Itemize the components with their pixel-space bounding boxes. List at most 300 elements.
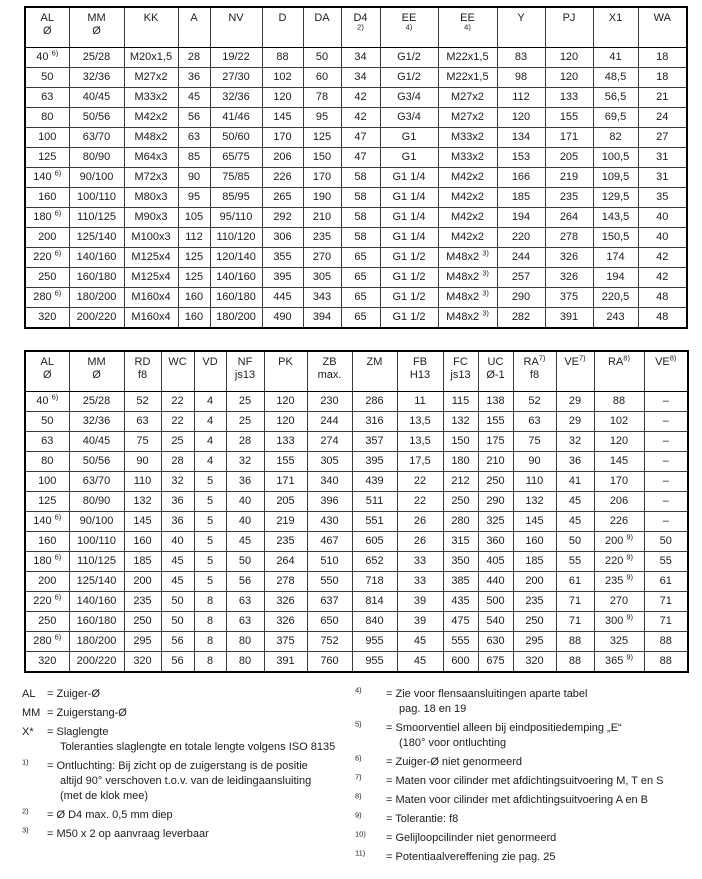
table-cell: – bbox=[644, 452, 688, 472]
footnote bbox=[355, 687, 695, 717]
table-cell: 25 bbox=[226, 392, 264, 412]
footnotes-right-column bbox=[355, 687, 695, 869]
table-cell: 200/220 bbox=[69, 308, 124, 329]
table-cell: 56 bbox=[226, 572, 264, 592]
footnote-marker: 1) bbox=[22, 757, 29, 767]
table-cell: 18 bbox=[638, 68, 687, 88]
table-row bbox=[25, 108, 687, 128]
footnotes-legend bbox=[0, 687, 702, 869]
column-header: ZM bbox=[352, 351, 397, 392]
table-cell: 98 bbox=[497, 68, 545, 88]
table-cell: 63 bbox=[25, 432, 69, 452]
footnote-text: = Zuigerstang-Ø bbox=[47, 707, 127, 719]
footnote-text: = Zuiger-Ø bbox=[47, 688, 100, 700]
table-cell: 143,5 bbox=[593, 208, 638, 228]
column-header: EE $^{4)}$ bbox=[380, 7, 438, 48]
column-header: VE$^{7)}$ bbox=[556, 351, 594, 392]
table-cell: 129,5 bbox=[593, 188, 638, 208]
header-row bbox=[25, 7, 687, 48]
table-cell: 52 bbox=[513, 392, 556, 412]
table-cell: 170 bbox=[262, 128, 303, 148]
table-cell: 180 $^{6)}$ bbox=[25, 552, 69, 572]
footnote bbox=[355, 793, 695, 808]
table-cell: 160/180 bbox=[69, 268, 124, 288]
table-cell: 36 bbox=[161, 512, 194, 532]
table-cell: 110/125 bbox=[69, 552, 124, 572]
table-cell: M33x2 bbox=[124, 88, 178, 108]
table-cell: 50 bbox=[161, 612, 194, 632]
footnote-text: = Ø D4 max. 0,5 mm diep bbox=[47, 809, 173, 821]
table-cell: 25/28 bbox=[69, 48, 124, 68]
table-cell: 286 bbox=[352, 392, 397, 412]
table-cell: 316 bbox=[352, 412, 397, 432]
table-cell: 21 bbox=[638, 88, 687, 108]
table-row bbox=[25, 88, 687, 108]
table-cell: 60 bbox=[303, 68, 341, 88]
table-cell: 174 bbox=[593, 248, 638, 268]
table-cell: 50/60 bbox=[210, 128, 262, 148]
table-cell: 90 bbox=[124, 452, 161, 472]
table-cell: 132 bbox=[513, 492, 556, 512]
table-cell: 50 bbox=[644, 532, 688, 552]
table-cell: 47 bbox=[341, 128, 380, 148]
table-cell: 194 bbox=[593, 268, 638, 288]
table-cell: – bbox=[644, 472, 688, 492]
table-cell: 150,5 bbox=[593, 228, 638, 248]
table-cell: 110/125 bbox=[69, 208, 124, 228]
table-cell: 50 bbox=[556, 532, 594, 552]
table-cell: 171 bbox=[545, 128, 593, 148]
table-cell: 55 bbox=[644, 552, 688, 572]
table-cell: 120 bbox=[264, 412, 307, 432]
table-cell: 145 bbox=[124, 512, 161, 532]
table-cell: – bbox=[644, 392, 688, 412]
table-cell: G1/2 bbox=[380, 68, 438, 88]
table-cell: 290 bbox=[478, 492, 513, 512]
footnote bbox=[355, 850, 695, 865]
table-cell: M27x2 bbox=[438, 108, 497, 128]
table-cell: 78 bbox=[303, 88, 341, 108]
table-cell: 32/36 bbox=[69, 412, 124, 432]
table-cell: 955 bbox=[352, 632, 397, 652]
table-cell: 675 bbox=[478, 652, 513, 673]
table-cell: 42 bbox=[638, 268, 687, 288]
table-cell: 155 bbox=[478, 412, 513, 432]
table-cell: 155 bbox=[545, 108, 593, 128]
table-cell: 100/110 bbox=[69, 188, 124, 208]
table-row bbox=[25, 148, 687, 168]
footnote bbox=[22, 759, 355, 804]
table-cell: 760 bbox=[307, 652, 352, 673]
table-cell: M42x2 bbox=[438, 208, 497, 228]
table-cell: 80 bbox=[226, 652, 264, 673]
table-cell: 160/180 bbox=[69, 612, 124, 632]
table-cell: 110 bbox=[513, 472, 556, 492]
table-cell: 75 bbox=[124, 432, 161, 452]
table-cell: 206 bbox=[262, 148, 303, 168]
column-header: WC bbox=[161, 351, 194, 392]
table-cell: 350 bbox=[443, 552, 478, 572]
table-cell: 140 $^{6)}$ bbox=[25, 512, 69, 532]
table-cell: 63/70 bbox=[69, 128, 124, 148]
table-cell: 40 $^{6)}$ bbox=[25, 48, 69, 68]
table-cell: 26 bbox=[397, 532, 443, 552]
table-cell: 41/46 bbox=[210, 108, 262, 128]
column-header: RA$^{7)}$ f8 bbox=[513, 351, 556, 392]
table-cell: 69,5 bbox=[593, 108, 638, 128]
table-cell: 63 bbox=[178, 128, 210, 148]
table-cell: 11 bbox=[397, 392, 443, 412]
table-cell: 125 bbox=[178, 248, 210, 268]
table-cell: 36 bbox=[226, 472, 264, 492]
table-cell: 264 bbox=[264, 552, 307, 572]
table-cell: 200 bbox=[124, 572, 161, 592]
table-cell: 200 bbox=[25, 228, 69, 248]
footnote-marker: 7) bbox=[355, 772, 362, 782]
column-header: AL Ø bbox=[25, 7, 69, 48]
table-cell: 88 bbox=[644, 632, 688, 652]
table-cell: 109,5 bbox=[593, 168, 638, 188]
table-cell: 28 bbox=[161, 452, 194, 472]
table-cell: 5 bbox=[194, 552, 226, 572]
table-cell: 160 bbox=[25, 532, 69, 552]
footnote-text: = Maten voor cilinder met afdichtingsuitvoering A en B bbox=[386, 794, 649, 806]
footnote bbox=[22, 808, 355, 823]
table-cell: M27x2 bbox=[438, 88, 497, 108]
table-cell: M42x2 bbox=[438, 188, 497, 208]
table-cell: 200 bbox=[25, 572, 69, 592]
table-cell: 120 bbox=[594, 432, 644, 452]
column-header: EE $^{4)}$ bbox=[438, 7, 497, 48]
table-cell: 357 bbox=[352, 432, 397, 452]
table-row bbox=[25, 572, 688, 592]
table-cell: 33 bbox=[397, 552, 443, 572]
table-cell: 50 bbox=[226, 552, 264, 572]
table-cell: 50/56 bbox=[69, 452, 124, 472]
table-cell: 27/30 bbox=[210, 68, 262, 88]
table-cell: 551 bbox=[352, 512, 397, 532]
table-cell: 32 bbox=[556, 432, 594, 452]
table-cell: 58 bbox=[341, 208, 380, 228]
table-cell: 24 bbox=[638, 108, 687, 128]
table-cell: 120 bbox=[262, 88, 303, 108]
table-cell: 40 bbox=[638, 228, 687, 248]
table-cell: 63 bbox=[124, 412, 161, 432]
footnote-marker: 8) bbox=[355, 791, 362, 801]
table-cell: 194 bbox=[497, 208, 545, 228]
table-cell: 185 bbox=[513, 552, 556, 572]
table-cell: 42 bbox=[341, 88, 380, 108]
column-header: D4 $^{2)}$ bbox=[341, 7, 380, 48]
table-cell: 340 bbox=[307, 472, 352, 492]
table-cell: 315 bbox=[443, 532, 478, 552]
table-cell: 19/22 bbox=[210, 48, 262, 68]
table-cell: 28 bbox=[226, 432, 264, 452]
table-cell: G1 1/4 bbox=[380, 228, 438, 248]
table-cell: 160 bbox=[124, 532, 161, 552]
table-cell: 34 bbox=[341, 48, 380, 68]
table-cell: 200 $^{9)}$ bbox=[594, 532, 644, 552]
table-cell: G1 1/2 bbox=[380, 308, 438, 329]
table-cell: M48x2 $^{3)}$ bbox=[438, 248, 497, 268]
table-row bbox=[25, 552, 688, 572]
table-cell: 110 bbox=[124, 472, 161, 492]
table-cell: M72x3 bbox=[124, 168, 178, 188]
table-cell: 63/70 bbox=[69, 472, 124, 492]
table-cell: 220 bbox=[497, 228, 545, 248]
column-header: X1 bbox=[593, 7, 638, 48]
table-cell: G1 bbox=[380, 148, 438, 168]
footnote-text: = Tolerantie: f8 bbox=[386, 813, 459, 825]
table-cell: 22 bbox=[397, 492, 443, 512]
footnote-marker: 6) bbox=[355, 753, 362, 763]
table-cell: 278 bbox=[545, 228, 593, 248]
table-cell: 42 bbox=[638, 248, 687, 268]
table-cell: 145 bbox=[594, 452, 644, 472]
table-cell: 752 bbox=[307, 632, 352, 652]
table-cell: 8 bbox=[194, 592, 226, 612]
table-cell: 8 bbox=[194, 612, 226, 632]
table-row bbox=[25, 48, 687, 68]
table-cell: 210 bbox=[303, 208, 341, 228]
table-row bbox=[25, 652, 688, 673]
table-cell: 125 bbox=[25, 148, 69, 168]
table-cell: 65 bbox=[341, 268, 380, 288]
column-header: VE$^{8)}$ bbox=[644, 351, 688, 392]
table-cell: 439 bbox=[352, 472, 397, 492]
table-cell: G3/4 bbox=[380, 88, 438, 108]
table-row bbox=[25, 228, 687, 248]
table-cell: M160x4 bbox=[124, 288, 178, 308]
column-header: PJ bbox=[545, 7, 593, 48]
table-cell: 170 bbox=[303, 168, 341, 188]
footnote-text: = Slaglengte Toleranties slaglengte en totale lengte volgens ISO 8135 bbox=[47, 726, 336, 753]
table-cell: 63 bbox=[25, 88, 69, 108]
table-cell: 40 bbox=[638, 208, 687, 228]
table-cell: 160 bbox=[178, 288, 210, 308]
footnote-marker: 2) bbox=[22, 806, 29, 816]
table-cell: 61 bbox=[556, 572, 594, 592]
table-row bbox=[25, 248, 687, 268]
table-cell: 510 bbox=[307, 552, 352, 572]
column-header: ZB max. bbox=[307, 351, 352, 392]
table-cell: 375 bbox=[545, 288, 593, 308]
table-cell: 180 $^{6)}$ bbox=[25, 208, 69, 228]
table-cell: 31 bbox=[638, 168, 687, 188]
table-cell: 210 bbox=[478, 452, 513, 472]
footnote-text: = Zie voor flensaansluitingen aparte tabel pag. 18 en 19 bbox=[386, 688, 588, 715]
table-cell: 325 bbox=[478, 512, 513, 532]
table-cell: 170 bbox=[594, 472, 644, 492]
table-cell: 955 bbox=[352, 652, 397, 673]
table-cell: 391 bbox=[264, 652, 307, 673]
table-cell: 133 bbox=[545, 88, 593, 108]
table-cell: 88 bbox=[644, 652, 688, 673]
table-cell: 32/36 bbox=[69, 68, 124, 88]
table-cell: 155 bbox=[264, 452, 307, 472]
table-cell: 40 bbox=[161, 532, 194, 552]
table-cell: 88 bbox=[594, 392, 644, 412]
table-cell: G1 1/4 bbox=[380, 208, 438, 228]
table-cell: 52 bbox=[124, 392, 161, 412]
table-row bbox=[25, 168, 687, 188]
footnote-marker: 3) bbox=[22, 825, 29, 835]
table-cell: 71 bbox=[644, 592, 688, 612]
table-cell: 45 bbox=[397, 652, 443, 673]
column-header: RA$^{8)}$ bbox=[594, 351, 644, 392]
footnote-text: = Gelijloopcilinder niet genormeerd bbox=[386, 832, 557, 844]
table-cell: 90/100 bbox=[69, 512, 124, 532]
table-cell: – bbox=[644, 432, 688, 452]
table-cell: 280 $^{6)}$ bbox=[25, 632, 69, 652]
footnote-text: = Potentiaalvereffening zie pag. 25 bbox=[386, 851, 556, 863]
table-cell: 5 bbox=[194, 512, 226, 532]
table-cell: 385 bbox=[443, 572, 478, 592]
table-cell: 120 bbox=[545, 68, 593, 88]
table-cell: 166 bbox=[497, 168, 545, 188]
table-cell: 56 bbox=[161, 632, 194, 652]
table-cell: 88 bbox=[262, 48, 303, 68]
footnote-text: = Smoorventiel alleen bij eindpositiedemping „E“ (180° voor ontluchting bbox=[386, 722, 622, 749]
table-cell: 440 bbox=[478, 572, 513, 592]
table-cell: 40 bbox=[226, 492, 264, 512]
table-cell: 718 bbox=[352, 572, 397, 592]
table-cell: 125 bbox=[178, 268, 210, 288]
footnote-marker: 10) bbox=[355, 829, 366, 839]
footnote bbox=[22, 725, 355, 755]
table-cell: 300 $^{9)}$ bbox=[594, 612, 644, 632]
table-cell: 264 bbox=[545, 208, 593, 228]
table-cell: 100/110 bbox=[69, 532, 124, 552]
table-cell: 326 bbox=[264, 612, 307, 632]
table-cell: 40/45 bbox=[69, 88, 124, 108]
table-cell: 50 bbox=[25, 68, 69, 88]
footnote-marker: MM bbox=[22, 707, 41, 719]
table-cell: 840 bbox=[352, 612, 397, 632]
table-cell: 270 bbox=[594, 592, 644, 612]
table-cell: 226 bbox=[262, 168, 303, 188]
table-cell: M64x3 bbox=[124, 148, 178, 168]
table-cell: 88 bbox=[556, 652, 594, 673]
table-cell: 112 bbox=[178, 228, 210, 248]
table-cell: 206 bbox=[594, 492, 644, 512]
table-cell: 125 bbox=[25, 492, 69, 512]
table-cell: 511 bbox=[352, 492, 397, 512]
table-cell: 40 bbox=[226, 512, 264, 532]
table-cell: 100 bbox=[25, 128, 69, 148]
table-cell: 343 bbox=[303, 288, 341, 308]
table-cell: G1 bbox=[380, 128, 438, 148]
table-cell: 326 bbox=[264, 592, 307, 612]
footnote-marker: 11) bbox=[355, 848, 366, 858]
table-cell: 95 bbox=[178, 188, 210, 208]
table-cell: 40/45 bbox=[69, 432, 124, 452]
column-header: DA bbox=[303, 7, 341, 48]
column-header: MM Ø bbox=[69, 7, 124, 48]
table-cell: 295 bbox=[124, 632, 161, 652]
table-cell: M20x1,5 bbox=[124, 48, 178, 68]
table-cell: 82 bbox=[593, 128, 638, 148]
table-cell: 75 bbox=[513, 432, 556, 452]
table-cell: 36 bbox=[556, 452, 594, 472]
table-cell: 22 bbox=[161, 412, 194, 432]
table-cell: 13,5 bbox=[397, 412, 443, 432]
table-cell: 90/100 bbox=[69, 168, 124, 188]
table-cell: 205 bbox=[545, 148, 593, 168]
table-cell: 71 bbox=[556, 612, 594, 632]
table-cell: 200/220 bbox=[69, 652, 124, 673]
table-cell: 244 bbox=[497, 248, 545, 268]
table-cell: 140/160 bbox=[69, 592, 124, 612]
table-cell: 5 bbox=[194, 492, 226, 512]
table-cell: 45 bbox=[397, 632, 443, 652]
table-cell: 320 bbox=[124, 652, 161, 673]
table-cell: 32 bbox=[226, 452, 264, 472]
table-cell: 326 bbox=[545, 268, 593, 288]
table-row bbox=[25, 432, 688, 452]
table-cell: 171 bbox=[264, 472, 307, 492]
table-cell: 235 bbox=[264, 532, 307, 552]
table-cell: 45 bbox=[161, 552, 194, 572]
table-cell: 320 bbox=[25, 308, 69, 329]
table-cell: 282 bbox=[497, 308, 545, 329]
footnote bbox=[22, 687, 355, 702]
table-cell: 45 bbox=[178, 88, 210, 108]
table-cell: 32/36 bbox=[210, 88, 262, 108]
table-cell: 360 bbox=[478, 532, 513, 552]
table-cell: 120/140 bbox=[210, 248, 262, 268]
table-cell: M48x2 $^{3)}$ bbox=[438, 288, 497, 308]
dimensions-table-2 bbox=[24, 350, 689, 673]
table-cell: 125/140 bbox=[69, 228, 124, 248]
table-cell: 185 bbox=[497, 188, 545, 208]
table-cell: 47 bbox=[341, 148, 380, 168]
table-cell: 295 bbox=[513, 632, 556, 652]
table-cell: 31 bbox=[638, 148, 687, 168]
table-cell: G1 1/4 bbox=[380, 188, 438, 208]
table-cell: 95/110 bbox=[210, 208, 262, 228]
footnote bbox=[22, 827, 355, 842]
table-cell: 325 bbox=[594, 632, 644, 652]
table-cell: 41 bbox=[593, 48, 638, 68]
table-cell: 45 bbox=[556, 492, 594, 512]
table-cell: 5 bbox=[194, 532, 226, 552]
table-cell: 102 bbox=[262, 68, 303, 88]
table-cell: 500 bbox=[478, 592, 513, 612]
table-cell: 270 bbox=[303, 248, 341, 268]
table-cell: 326 bbox=[545, 248, 593, 268]
table-cell: 257 bbox=[497, 268, 545, 288]
table-cell: 355 bbox=[262, 248, 303, 268]
table-cell: M125x4 bbox=[124, 268, 178, 288]
table-cell: 180 bbox=[443, 452, 478, 472]
table-cell: 250 bbox=[443, 492, 478, 512]
table-cell: M125x4 bbox=[124, 248, 178, 268]
table-cell: 244 bbox=[307, 412, 352, 432]
table-cell: 90 bbox=[178, 168, 210, 188]
table-cell: 243 bbox=[593, 308, 638, 329]
table-cell: 5 bbox=[194, 472, 226, 492]
table-cell: 39 bbox=[397, 592, 443, 612]
table-cell: 63 bbox=[226, 592, 264, 612]
column-header: FB H13 bbox=[397, 351, 443, 392]
table-cell: M22x1,5 bbox=[438, 68, 497, 88]
table-cell: 540 bbox=[478, 612, 513, 632]
column-header: MM Ø bbox=[69, 351, 124, 392]
table-cell: 250 bbox=[25, 268, 69, 288]
table-cell: 153 bbox=[497, 148, 545, 168]
table-row bbox=[25, 68, 687, 88]
